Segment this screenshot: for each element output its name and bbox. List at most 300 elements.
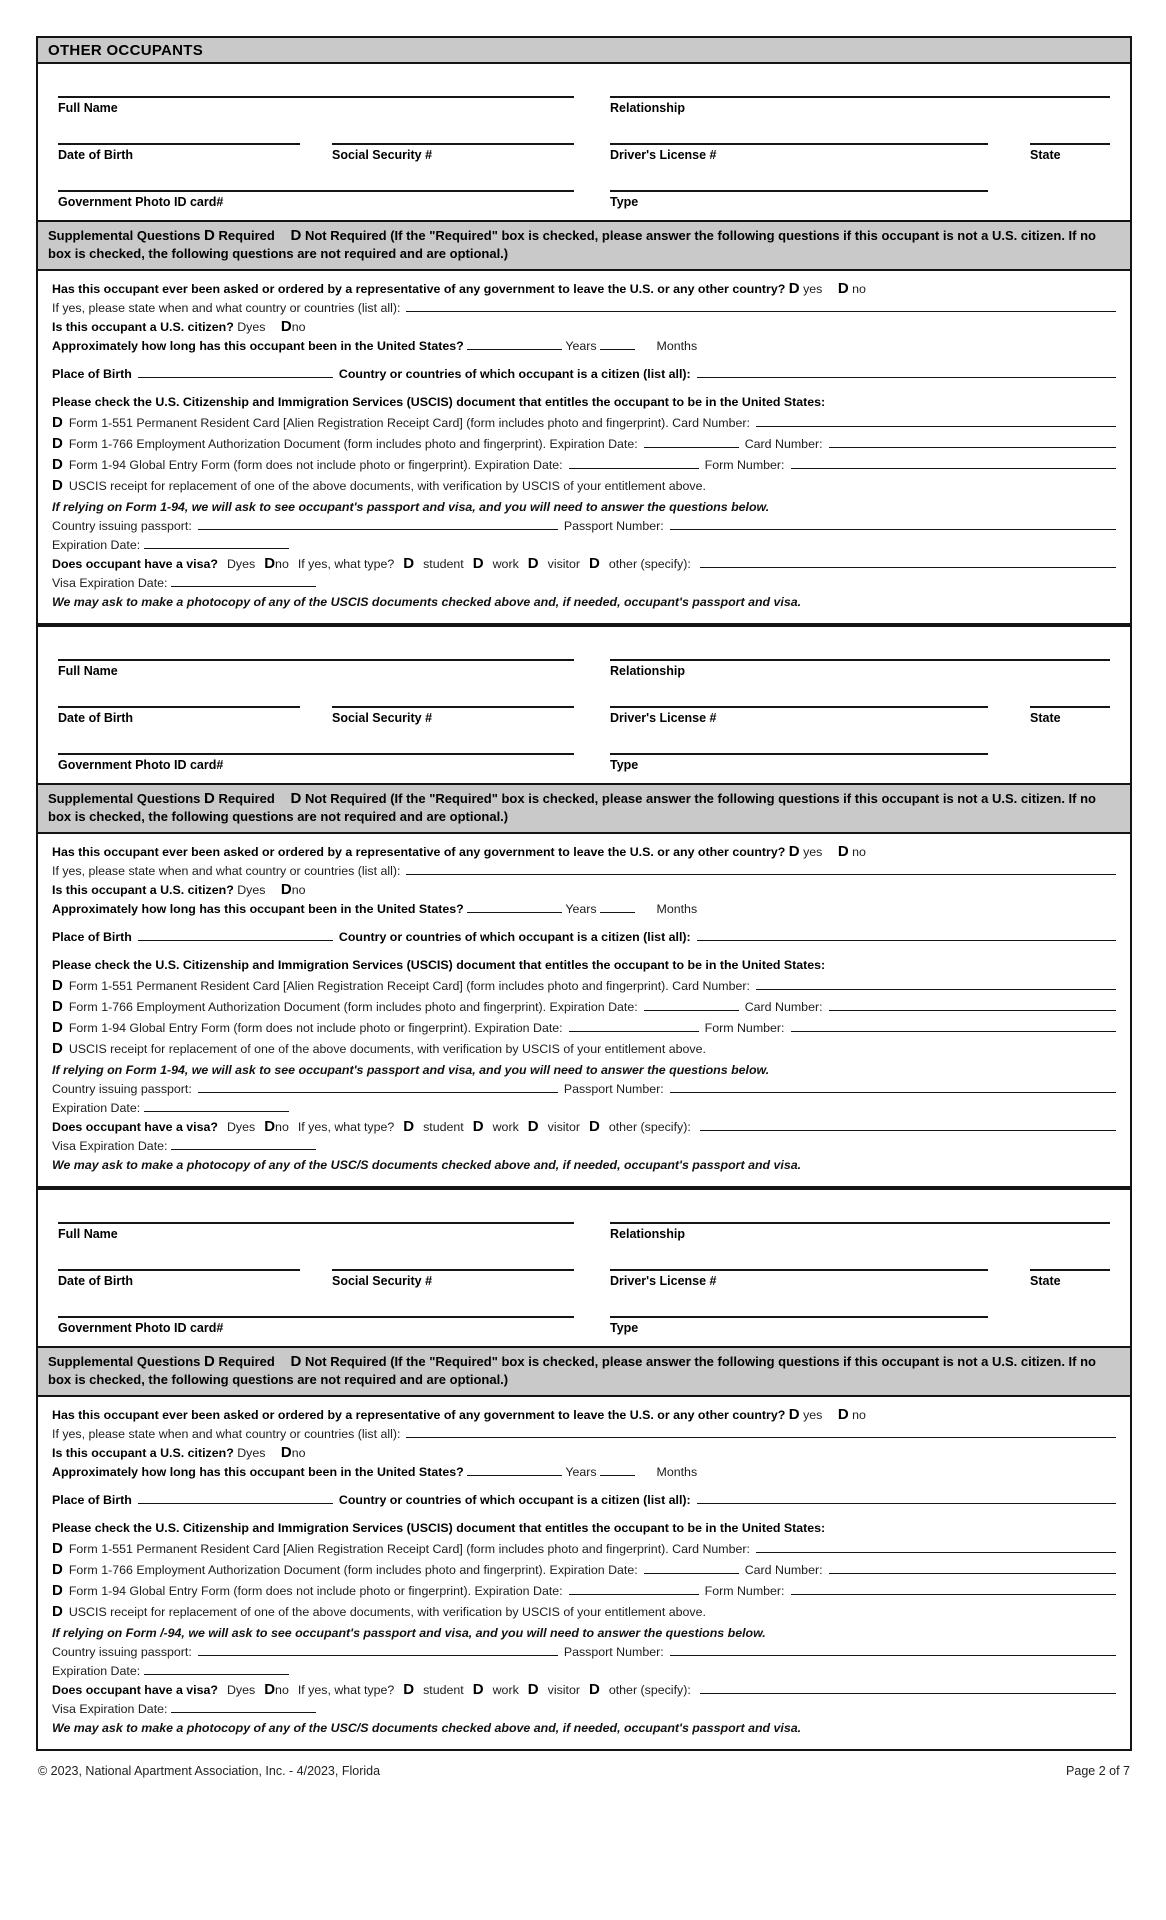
occupant-section	[38, 96, 1130, 623]
visa-visitor-label: visitor	[547, 557, 580, 571]
doc-option-194	[52, 458, 1116, 473]
doc-1766-card-number-blank[interactable]	[829, 437, 1116, 448]
years-label: Years	[565, 339, 597, 353]
visa-question-line	[52, 557, 1116, 572]
citizen-countries-blank[interactable]	[697, 1493, 1116, 1504]
photocopy-note: We may ask to make a photocopy of any of the USC/S documents checked above and, if needed, occupant's passport and visa.	[52, 1158, 802, 1172]
visa-yes-option[interactable]: Dyes	[226, 1120, 256, 1134]
visa-expiration-line	[52, 1702, 1116, 1717]
visa-work-label: work	[492, 1120, 519, 1134]
gov-photo-id-field[interactable]	[58, 753, 574, 773]
passport-expiration-label: Expiration Date:	[52, 1101, 141, 1115]
relationship-field[interactable]	[610, 96, 1110, 116]
visa-student-label: student	[423, 1120, 464, 1134]
other-occupants-form	[36, 36, 1132, 1751]
visa-other-label: other (specify):	[608, 557, 691, 571]
visa-no-checkbox[interactable]: D	[264, 1118, 276, 1135]
photocopy-note: We may ask to make a photocopy of any of the USC/S documents checked above and, if needed, occupant's passport and visa.	[52, 1721, 802, 1735]
passport-number-blank[interactable]	[670, 1082, 1116, 1093]
question-citizen	[52, 1446, 1116, 1461]
citizen-countries-label: Country or countries of which occupant is a citizen (list all):	[338, 1493, 691, 1507]
visa-other-checkbox[interactable]: D	[588, 1118, 600, 1135]
leave-yes-label: yes	[803, 282, 823, 296]
leave-no-label: no	[852, 1408, 866, 1422]
leave-detail-blank[interactable]	[406, 1427, 1116, 1438]
question-leave-text: Has this occupant ever been asked or ordered by a representative of any government to leave the U.S. or any other country?	[52, 845, 786, 859]
form-page	[36, 36, 1132, 1778]
id-type-label: Type	[610, 195, 639, 209]
passport-country-blank[interactable]	[198, 1082, 558, 1093]
visa-no-checkbox[interactable]: D	[264, 1681, 276, 1698]
form-title-bar	[38, 38, 1130, 64]
doc-194-form-number-label: Form Number:	[704, 1021, 785, 1035]
uscis-check-text: Please check the U.S. Citizenship and Immigration Services (USCIS) document that entitles the occupant to be in the United States:	[52, 958, 826, 972]
question-leave-text: Has this occupant ever been asked or ordered by a representative of any government to leave the U.S. or any other country?	[52, 1408, 786, 1422]
occupant-section	[38, 1186, 1130, 1749]
page-footer	[36, 1764, 1132, 1778]
passport-line	[52, 1082, 1116, 1097]
visa-work-checkbox[interactable]: D	[472, 1681, 484, 1698]
not-required-label: Not Required	[304, 791, 387, 806]
supplemental-title: Supplemental Questions	[48, 791, 201, 806]
supplemental-questions-body	[38, 1397, 1130, 1749]
occupant-identity-fields	[38, 1222, 1130, 1346]
visa-question-line	[52, 1683, 1116, 1698]
visa-no-label: no	[275, 557, 289, 571]
uscis-check-text: Please check the U.S. Citizenship and Immigration Services (USCIS) document that entitles the occupant to be in the United States:	[52, 395, 826, 409]
leave-detail-blank[interactable]	[406, 864, 1116, 875]
place-of-birth-label: Place of Birth	[52, 930, 132, 944]
social-security-field[interactable]	[332, 143, 574, 163]
years-blank[interactable]	[467, 339, 562, 350]
question-leave-country	[52, 845, 1116, 860]
passport-expiration-blank[interactable]	[144, 538, 289, 549]
visa-question-line	[52, 1120, 1116, 1135]
visa-no-checkbox[interactable]: D	[264, 555, 276, 572]
state-field[interactable]	[1030, 143, 1110, 163]
supplemental-questions-bar	[38, 220, 1130, 271]
drivers-license-label: Driver's License #	[610, 1274, 717, 1288]
supplemental-note: (If the "Required" box is checked, please answer the following questions if this occupant is not a U.S. citizen. If no box is checked, the following questions are not required and are optional.)	[48, 228, 1096, 261]
doc-1766-label: Form 1-766 Employment Authorization Document (form includes photo and fingerprint). Expiration Date:	[68, 1563, 638, 1577]
leave-yes-checkbox[interactable]: D	[788, 1406, 800, 1423]
state-label: State	[1030, 1274, 1061, 1288]
months-blank[interactable]	[600, 1465, 635, 1476]
photocopy-note: We may ask to make a photocopy of any of the USCIS documents checked above and, if needed, occupant's passport and visa.	[52, 595, 802, 609]
doc-194-label: Form 1-94 Global Entry Form (form does not include photo or fingerprint). Expiration Date:	[68, 458, 563, 472]
not-required-label: Not Required	[304, 1354, 387, 1369]
visa-expiration-blank[interactable]	[171, 576, 316, 587]
doc-receipt-checkbox[interactable]: D	[52, 1040, 63, 1057]
citizen-yes-option[interactable]: Dyes	[237, 883, 266, 897]
doc-194-checkbox[interactable]: D	[52, 1019, 63, 1036]
doc-194-expiration-blank[interactable]	[569, 458, 699, 469]
page-title: OTHER OCCUPANTS	[48, 42, 204, 59]
doc-194-checkbox[interactable]: D	[52, 1582, 63, 1599]
how-long-text: Approximately how long has this occupant been in the United States?	[52, 1465, 464, 1479]
visa-other-blank[interactable]	[700, 1120, 1116, 1131]
passport-number-label: Passport Number:	[563, 1645, 664, 1659]
relationship-label: Relationship	[610, 664, 686, 678]
doc-1551-card-number-blank[interactable]	[756, 416, 1116, 427]
supplemental-title: Supplemental Questions	[48, 228, 201, 243]
visa-expiration-label: Visa Expiration Date:	[52, 1139, 168, 1153]
doc-option-194	[52, 1021, 1116, 1036]
doc-1766-checkbox[interactable]: D	[52, 435, 63, 452]
citizen-yes-option[interactable]: Dyes	[237, 320, 266, 334]
doc-receipt-checkbox[interactable]: D	[52, 477, 63, 494]
date-of-birth-label: Date of Birth	[58, 711, 133, 725]
relationship-label: Relationship	[610, 1227, 686, 1241]
occupant-identity-fields	[38, 96, 1130, 220]
passport-line	[52, 519, 1116, 534]
doc-1766-checkbox[interactable]: D	[52, 1561, 63, 1578]
id-type-field[interactable]	[610, 190, 988, 210]
doc-1766-label: Form 1-766 Employment Authorization Document (form includes photo and fingerprint). Expiration Date:	[68, 1000, 638, 1014]
question-leave-detail	[52, 301, 1116, 316]
visa-other-label: other (specify):	[608, 1120, 691, 1134]
doc-1551-label: Form 1-551 Permanent Resident Card [Alien Registration Receipt Card] (form includes photo and fingerprint). Card Number:	[68, 416, 750, 430]
visa-question-text: Does occupant have a visa?	[52, 1683, 218, 1697]
question-citizen	[52, 320, 1116, 335]
occupant-section	[38, 623, 1130, 1186]
doc-1766-expiration-blank[interactable]	[644, 1000, 739, 1011]
relationship-field[interactable]	[610, 1222, 1110, 1242]
state-label: State	[1030, 148, 1061, 162]
doc-1766-card-number-label: Card Number:	[744, 437, 823, 451]
leave-no-label: no	[852, 845, 866, 859]
full-name-label: Full Name	[58, 1227, 118, 1241]
date-of-birth-field[interactable]	[58, 143, 300, 163]
visa-visitor-label: visitor	[547, 1120, 580, 1134]
date-of-birth-label: Date of Birth	[58, 1274, 133, 1288]
leave-detail-label: If yes, please state when and what country or countries (list all):	[52, 1427, 401, 1441]
leave-no-checkbox[interactable]: D	[837, 280, 849, 297]
visa-work-checkbox[interactable]: D	[472, 555, 484, 572]
citizen-question-text: Is this occupant a U.S. citizen?	[52, 320, 234, 334]
visa-other-blank[interactable]	[700, 557, 1116, 568]
leave-yes-label: yes	[803, 1408, 823, 1422]
how-long-text: Approximately how long has this occupant been in the United States?	[52, 902, 464, 916]
uscis-check-instruction	[52, 395, 1116, 410]
relationship-label: Relationship	[610, 101, 686, 115]
doc-option-1766	[52, 1000, 1116, 1015]
id-type-field[interactable]	[610, 753, 988, 773]
question-place-of-birth	[52, 930, 1116, 945]
visa-no-label: no	[275, 1120, 289, 1134]
required-checkbox[interactable]: D	[204, 1353, 215, 1370]
leave-no-label: no	[852, 282, 866, 296]
question-how-long	[52, 1465, 1116, 1480]
leave-detail-blank[interactable]	[406, 301, 1116, 312]
months-label: Months	[656, 339, 698, 353]
doc-1551-checkbox[interactable]: D	[52, 977, 63, 994]
full-name-label: Full Name	[58, 101, 118, 115]
gov-photo-id-label: Government Photo ID card#	[58, 758, 224, 772]
question-how-long	[52, 339, 1116, 354]
citizen-question-text: Is this occupant a U.S. citizen?	[52, 1446, 234, 1460]
doc-1551-label: Form 1-551 Permanent Resident Card [Alien Registration Receipt Card] (form includes photo and fingerprint). Card Number:	[68, 1542, 750, 1556]
doc-1766-expiration-blank[interactable]	[644, 1563, 739, 1574]
passport-country-label: Country issuing passport:	[52, 1645, 192, 1659]
doc-1766-label: Form 1-766 Employment Authorization Document (form includes photo and fingerprint). Expiration Date:	[68, 437, 638, 451]
visa-other-blank[interactable]	[700, 1683, 1116, 1694]
drivers-license-field[interactable]	[610, 1269, 988, 1289]
visa-yes-option[interactable]: Dyes	[226, 1683, 256, 1697]
visa-expiration-line	[52, 1139, 1116, 1154]
state-field[interactable]	[1030, 1269, 1110, 1289]
gov-photo-id-field[interactable]	[58, 190, 574, 210]
doc-1551-checkbox[interactable]: D	[52, 414, 63, 431]
visa-no-label: no	[275, 1683, 289, 1697]
years-blank[interactable]	[467, 902, 562, 913]
state-label: State	[1030, 711, 1061, 725]
visa-other-checkbox[interactable]: D	[588, 555, 600, 572]
passport-expiration-blank[interactable]	[144, 1664, 289, 1675]
passport-expiration-blank[interactable]	[144, 1101, 289, 1112]
supplemental-title: Supplemental Questions	[48, 1354, 201, 1369]
relationship-field[interactable]	[610, 659, 1110, 679]
years-label: Years	[565, 1465, 597, 1479]
doc-1551-checkbox[interactable]: D	[52, 1540, 63, 1557]
relying-note: If relying on Form 1-94, we will ask to see occupant's passport and visa, and you will need to answer the questions below.	[52, 1063, 770, 1077]
leave-detail-label: If yes, please state when and what country or countries (list all):	[52, 301, 401, 315]
page-number: Page 2 of 7	[1066, 1764, 1130, 1778]
visa-expiration-blank[interactable]	[171, 1702, 316, 1713]
visa-work-label: work	[492, 557, 519, 571]
date-of-birth-label: Date of Birth	[58, 148, 133, 162]
visa-visitor-checkbox[interactable]: D	[527, 1118, 539, 1135]
doc-option-1766	[52, 437, 1116, 452]
months-label: Months	[656, 1465, 698, 1479]
doc-194-form-number-blank[interactable]	[791, 1021, 1117, 1032]
citizen-no-label: no	[291, 1446, 306, 1460]
not-required-checkbox[interactable]: D	[290, 1353, 302, 1370]
visa-expiration-label: Visa Expiration Date:	[52, 1702, 168, 1716]
not-required-checkbox[interactable]: D	[290, 227, 302, 244]
doc-194-label: Form 1-94 Global Entry Form (form does not include photo or fingerprint). Expiration Date:	[68, 1021, 563, 1035]
passport-number-blank[interactable]	[670, 1645, 1116, 1656]
doc-194-form-number-label: Form Number:	[704, 1584, 785, 1598]
doc-option-1551	[52, 979, 1116, 994]
visa-student-label: student	[423, 1683, 464, 1697]
supplemental-note: (If the "Required" box is checked, please answer the following questions if this occupant is not a U.S. citizen. If no box is checked, the following questions are not required and are optional.)	[48, 1354, 1096, 1387]
gov-photo-id-label: Government Photo ID card#	[58, 1321, 224, 1335]
place-of-birth-blank[interactable]	[138, 367, 333, 378]
place-of-birth-label: Place of Birth	[52, 1493, 132, 1507]
visa-student-label: student	[423, 557, 464, 571]
citizen-yes-option[interactable]: Dyes	[237, 1446, 266, 1460]
months-blank[interactable]	[600, 339, 635, 350]
months-blank[interactable]	[600, 902, 635, 913]
passport-line	[52, 1645, 1116, 1660]
passport-expiration-line	[52, 1101, 1116, 1116]
visa-student-checkbox[interactable]: D	[403, 1118, 415, 1135]
id-type-label: Type	[610, 1321, 639, 1335]
question-leave-detail	[52, 864, 1116, 879]
required-checkbox[interactable]: D	[204, 790, 215, 807]
citizen-no-label: no	[291, 320, 306, 334]
social-security-field[interactable]	[332, 706, 574, 726]
citizen-no-checkbox[interactable]: D	[280, 1444, 292, 1461]
doc-1551-card-number-blank[interactable]	[756, 979, 1116, 990]
question-leave-country	[52, 1408, 1116, 1423]
doc-option-receipt	[52, 1605, 1116, 1620]
years-blank[interactable]	[467, 1465, 562, 1476]
passport-expiration-label: Expiration Date:	[52, 538, 141, 552]
doc-receipt-label: USCIS receipt for replacement of one of the above documents, with verification by USCIS of your entitlement above.	[68, 1042, 706, 1056]
passport-number-blank[interactable]	[670, 519, 1116, 530]
citizen-question-text: Is this occupant a U.S. citizen?	[52, 883, 234, 897]
full-name-field[interactable]	[58, 659, 574, 679]
id-type-field[interactable]	[610, 1316, 988, 1336]
doc-option-194	[52, 1584, 1116, 1599]
doc-194-form-number-label: Form Number:	[704, 458, 785, 472]
visa-question-text: Does occupant have a visa?	[52, 1120, 218, 1134]
drivers-license-field[interactable]	[610, 143, 988, 163]
leave-detail-label: If yes, please state when and what country or countries (list all):	[52, 864, 401, 878]
drivers-license-label: Driver's License #	[610, 148, 717, 162]
full-name-field[interactable]	[58, 1222, 574, 1242]
passport-expiration-line	[52, 538, 1116, 553]
visa-yes-option[interactable]: Dyes	[226, 557, 256, 571]
visa-work-label: work	[492, 1683, 519, 1697]
uscis-check-text: Please check the U.S. Citizenship and Immigration Services (USCIS) document that entitles the occupant to be in the United States:	[52, 1521, 826, 1535]
doc-option-receipt	[52, 1042, 1116, 1057]
place-of-birth-blank[interactable]	[138, 1493, 333, 1504]
doc-receipt-label: USCIS receipt for replacement of one of the above documents, with verification by USCIS of your entitlement above.	[68, 1605, 706, 1619]
visa-type-question: If yes, what type?	[297, 1120, 395, 1134]
gov-photo-id-label: Government Photo ID card#	[58, 195, 224, 209]
doc-option-1766	[52, 1563, 1116, 1578]
leave-no-checkbox[interactable]: D	[837, 843, 849, 860]
doc-receipt-checkbox[interactable]: D	[52, 1603, 63, 1620]
visa-other-checkbox[interactable]: D	[588, 1681, 600, 1698]
id-type-label: Type	[610, 758, 639, 772]
doc-1766-checkbox[interactable]: D	[52, 998, 63, 1015]
supplemental-questions-bar	[38, 783, 1130, 834]
doc-option-1551	[52, 416, 1116, 431]
full-name-label: Full Name	[58, 664, 118, 678]
citizen-countries-blank[interactable]	[697, 367, 1116, 378]
passport-expiration-line	[52, 1664, 1116, 1679]
visa-work-checkbox[interactable]: D	[472, 1118, 484, 1135]
passport-expiration-label: Expiration Date:	[52, 1664, 141, 1678]
not-required-label: Not Required	[304, 228, 387, 243]
required-checkbox[interactable]: D	[204, 227, 215, 244]
leave-yes-checkbox[interactable]: D	[788, 280, 800, 297]
visa-question-text: Does occupant have a visa?	[52, 557, 218, 571]
question-leave-detail	[52, 1427, 1116, 1442]
passport-country-label: Country issuing passport:	[52, 1082, 192, 1096]
years-label: Years	[565, 902, 597, 916]
doc-194-form-number-blank[interactable]	[791, 1584, 1117, 1595]
social-security-field[interactable]	[332, 1269, 574, 1289]
visa-other-label: other (specify):	[608, 1683, 691, 1697]
doc-option-1551	[52, 1542, 1116, 1557]
required-label: Required	[218, 1354, 275, 1369]
citizen-countries-blank[interactable]	[697, 930, 1116, 941]
passport-number-label: Passport Number:	[563, 519, 664, 533]
drivers-license-label: Driver's License #	[610, 711, 717, 725]
citizen-no-label: no	[291, 883, 306, 897]
doc-1766-card-number-blank[interactable]	[829, 1000, 1116, 1011]
doc-194-checkbox[interactable]: D	[52, 456, 63, 473]
passport-country-label: Country issuing passport:	[52, 519, 192, 533]
question-leave-country	[52, 282, 1116, 297]
question-place-of-birth	[52, 367, 1116, 382]
supplemental-questions-bar	[38, 1346, 1130, 1397]
date-of-birth-field[interactable]	[58, 1269, 300, 1289]
supplemental-questions-body	[38, 834, 1130, 1186]
leave-yes-checkbox[interactable]: D	[788, 843, 800, 860]
visa-type-question: If yes, what type?	[297, 557, 395, 571]
visa-expiration-line	[52, 576, 1116, 591]
full-name-field[interactable]	[58, 96, 574, 116]
citizen-countries-label: Country or countries of which occupant is a citizen (list all):	[338, 930, 691, 944]
not-required-checkbox[interactable]: D	[290, 790, 302, 807]
doc-194-expiration-blank[interactable]	[569, 1021, 699, 1032]
visa-type-question: If yes, what type?	[297, 1683, 395, 1697]
required-label: Required	[218, 791, 275, 806]
supplemental-questions-body	[38, 271, 1130, 623]
doc-194-form-number-blank[interactable]	[791, 458, 1117, 469]
visa-visitor-label: visitor	[547, 1683, 580, 1697]
state-field[interactable]	[1030, 706, 1110, 726]
citizen-no-checkbox[interactable]: D	[280, 318, 292, 335]
visa-visitor-checkbox[interactable]: D	[527, 1681, 539, 1698]
passport-country-blank[interactable]	[198, 519, 558, 530]
how-long-text: Approximately how long has this occupant been in the United States?	[52, 339, 464, 353]
question-how-long	[52, 902, 1116, 917]
place-of-birth-label: Place of Birth	[52, 367, 132, 381]
social-security-label: Social Security #	[332, 1274, 433, 1288]
doc-1551-label: Form 1-551 Permanent Resident Card [Alien Registration Receipt Card] (form includes photo and fingerprint). Card Number:	[68, 979, 750, 993]
leave-yes-label: yes	[803, 845, 823, 859]
question-leave-text: Has this occupant ever been asked or ordered by a representative of any government to leave the U.S. or any other country?	[52, 282, 786, 296]
doc-1766-card-number-blank[interactable]	[829, 1563, 1116, 1574]
visa-student-checkbox[interactable]: D	[403, 555, 415, 572]
copyright-text: © 2023, National Apartment Association, Inc. - 4/2023, Florida	[38, 1764, 381, 1778]
question-citizen	[52, 883, 1116, 898]
gov-photo-id-field[interactable]	[58, 1316, 574, 1336]
uscis-check-instruction	[52, 1521, 1116, 1536]
place-of-birth-blank[interactable]	[138, 930, 333, 941]
date-of-birth-field[interactable]	[58, 706, 300, 726]
leave-no-checkbox[interactable]: D	[837, 1406, 849, 1423]
social-security-label: Social Security #	[332, 711, 433, 725]
citizen-countries-label: Country or countries of which occupant is a citizen (list all):	[338, 367, 691, 381]
relying-note: If relying on Form 1-94, we will ask to see occupant's passport and visa, and you will need to answer the questions below.	[52, 500, 770, 514]
citizen-no-checkbox[interactable]: D	[280, 881, 292, 898]
occupant-identity-fields	[38, 659, 1130, 783]
passport-country-blank[interactable]	[198, 1645, 558, 1656]
doc-194-expiration-blank[interactable]	[569, 1584, 699, 1595]
visa-student-checkbox[interactable]: D	[403, 1681, 415, 1698]
visa-expiration-label: Visa Expiration Date:	[52, 576, 168, 590]
occupant-sections	[38, 96, 1130, 1749]
months-label: Months	[656, 902, 698, 916]
drivers-license-field[interactable]	[610, 706, 988, 726]
social-security-label: Social Security #	[332, 148, 433, 162]
doc-1766-card-number-label: Card Number:	[744, 1000, 823, 1014]
visa-expiration-blank[interactable]	[171, 1139, 316, 1150]
doc-option-receipt	[52, 479, 1116, 494]
relying-note: If relying on Form /-94, we will ask to see occupant's passport and visa, and you will need to answer the questions below.	[52, 1626, 766, 1640]
doc-1766-expiration-blank[interactable]	[644, 437, 739, 448]
visa-visitor-checkbox[interactable]: D	[527, 555, 539, 572]
doc-1551-card-number-blank[interactable]	[756, 1542, 1116, 1553]
